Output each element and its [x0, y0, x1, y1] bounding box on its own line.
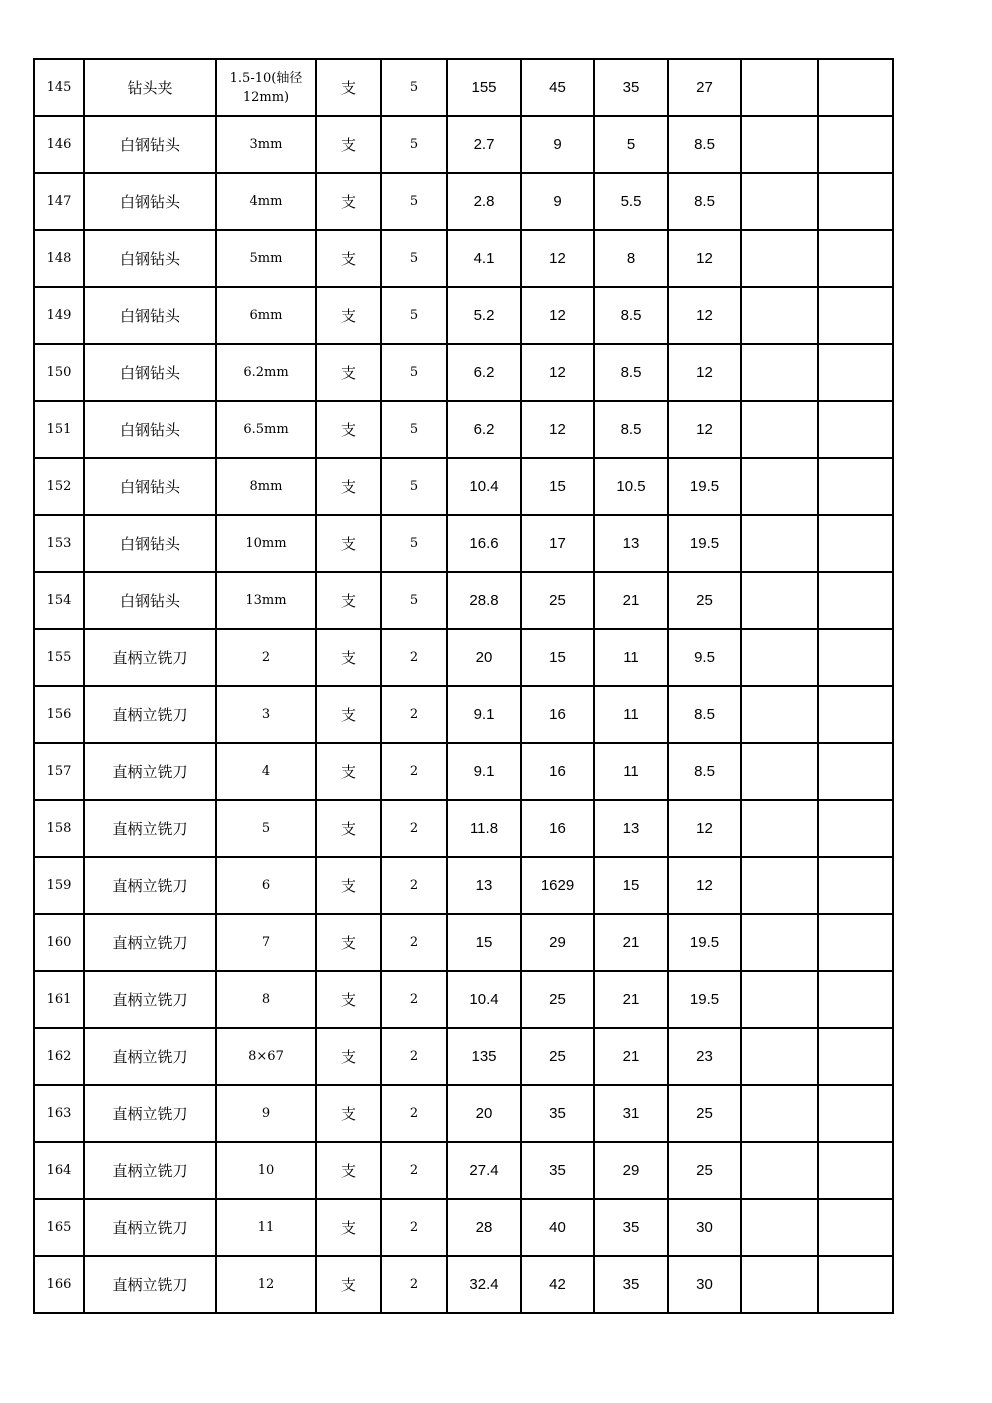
- cell-empty: [818, 344, 893, 401]
- cell-item-number: 152: [34, 458, 84, 515]
- cell-empty: [818, 572, 893, 629]
- cell-value-2: 35: [521, 1085, 594, 1142]
- cell-empty: [818, 59, 893, 116]
- cell-value-2: 45: [521, 59, 594, 116]
- cell-empty: [741, 344, 818, 401]
- cell-value-3: 8: [594, 230, 668, 287]
- table-row: [34, 629, 893, 686]
- cell-item-name: 白钢钻头: [84, 116, 216, 173]
- cell-specification: 4: [216, 743, 316, 800]
- cell-empty: [741, 743, 818, 800]
- cell-value-4: 8.5: [668, 173, 741, 230]
- cell-unit: 支: [316, 1085, 381, 1142]
- table-row: [34, 515, 893, 572]
- table-row: [34, 914, 893, 971]
- cell-unit: 支: [316, 458, 381, 515]
- cell-value-3: 35: [594, 59, 668, 116]
- table-row: [34, 743, 893, 800]
- cell-unit: 支: [316, 344, 381, 401]
- cell-item-name: 白钢钻头: [84, 344, 216, 401]
- cell-value-2: 15: [521, 458, 594, 515]
- cell-value-2: 35: [521, 1142, 594, 1199]
- table-row: [34, 971, 893, 1028]
- cell-empty: [741, 1256, 818, 1313]
- cell-item-name: 直柄立铣刀: [84, 914, 216, 971]
- table-row: [34, 1142, 893, 1199]
- cell-item-number: 153: [34, 515, 84, 572]
- table-row: [34, 173, 893, 230]
- cell-value-1: 28.8: [447, 572, 521, 629]
- cell-item-number: 162: [34, 1028, 84, 1085]
- cell-value-2: 16: [521, 686, 594, 743]
- cell-value-2: 29: [521, 914, 594, 971]
- table-row: [34, 1256, 893, 1313]
- cell-empty: [741, 116, 818, 173]
- cell-quantity: 5: [381, 173, 447, 230]
- cell-value-3: 21: [594, 572, 668, 629]
- cell-quantity: 5: [381, 116, 447, 173]
- cell-item-number: 160: [34, 914, 84, 971]
- cell-value-1: 15: [447, 914, 521, 971]
- cell-item-name: 白钢钻头: [84, 572, 216, 629]
- cell-empty: [818, 686, 893, 743]
- cell-unit: 支: [316, 686, 381, 743]
- cell-quantity: 5: [381, 458, 447, 515]
- cell-unit: 支: [316, 116, 381, 173]
- cell-value-3: 5.5: [594, 173, 668, 230]
- cell-empty: [741, 1199, 818, 1256]
- cell-empty: [741, 458, 818, 515]
- cell-item-number: 158: [34, 800, 84, 857]
- cell-value-2: 42: [521, 1256, 594, 1313]
- cell-empty: [741, 287, 818, 344]
- cell-item-name: 直柄立铣刀: [84, 686, 216, 743]
- cell-value-3: 13: [594, 515, 668, 572]
- cell-item-number: 147: [34, 173, 84, 230]
- cell-item-name: 白钢钻头: [84, 401, 216, 458]
- cell-item-name: 直柄立铣刀: [84, 857, 216, 914]
- cell-specification: 5: [216, 800, 316, 857]
- cell-value-1: 5.2: [447, 287, 521, 344]
- cell-item-name: 白钢钻头: [84, 173, 216, 230]
- cell-unit: 支: [316, 59, 381, 116]
- cell-unit: 支: [316, 287, 381, 344]
- cell-empty: [818, 629, 893, 686]
- cell-value-1: 20: [447, 629, 521, 686]
- cell-empty: [741, 59, 818, 116]
- cell-item-number: 165: [34, 1199, 84, 1256]
- cell-quantity: 5: [381, 287, 447, 344]
- cell-specification: 6mm: [216, 287, 316, 344]
- cell-value-2: 16: [521, 743, 594, 800]
- cell-value-1: 11.8: [447, 800, 521, 857]
- price-table: [33, 58, 894, 1314]
- cell-value-3: 8.5: [594, 401, 668, 458]
- table-row: [34, 59, 893, 116]
- cell-empty: [818, 800, 893, 857]
- cell-value-2: 16: [521, 800, 594, 857]
- cell-value-1: 9.1: [447, 686, 521, 743]
- cell-item-number: 145: [34, 59, 84, 116]
- cell-specification: 10mm: [216, 515, 316, 572]
- table-row: [34, 800, 893, 857]
- cell-empty: [818, 1028, 893, 1085]
- cell-value-3: 15: [594, 857, 668, 914]
- cell-value-3: 11: [594, 743, 668, 800]
- cell-value-4: 25: [668, 572, 741, 629]
- cell-unit: 支: [316, 743, 381, 800]
- cell-unit: 支: [316, 800, 381, 857]
- cell-value-2: 12: [521, 344, 594, 401]
- cell-empty: [818, 743, 893, 800]
- cell-value-1: 20: [447, 1085, 521, 1142]
- cell-empty: [741, 914, 818, 971]
- cell-value-1: 28: [447, 1199, 521, 1256]
- cell-value-3: 5: [594, 116, 668, 173]
- cell-value-3: 35: [594, 1256, 668, 1313]
- cell-quantity: 2: [381, 1256, 447, 1313]
- cell-specification: 13mm: [216, 572, 316, 629]
- cell-value-4: 25: [668, 1142, 741, 1199]
- cell-quantity: 5: [381, 59, 447, 116]
- cell-specification: 3: [216, 686, 316, 743]
- cell-empty: [818, 116, 893, 173]
- cell-empty: [818, 1142, 893, 1199]
- cell-quantity: 2: [381, 1199, 447, 1256]
- cell-value-3: 29: [594, 1142, 668, 1199]
- cell-empty: [741, 572, 818, 629]
- cell-empty: [818, 458, 893, 515]
- cell-specification: 3mm: [216, 116, 316, 173]
- cell-item-number: 166: [34, 1256, 84, 1313]
- cell-unit: 支: [316, 1256, 381, 1313]
- cell-value-2: 15: [521, 629, 594, 686]
- cell-value-4: 12: [668, 287, 741, 344]
- cell-empty: [741, 230, 818, 287]
- cell-value-4: 12: [668, 230, 741, 287]
- cell-item-number: 149: [34, 287, 84, 344]
- cell-item-name: 直柄立铣刀: [84, 1256, 216, 1313]
- cell-unit: 支: [316, 914, 381, 971]
- cell-value-3: 31: [594, 1085, 668, 1142]
- cell-quantity: 5: [381, 572, 447, 629]
- table-row: [34, 458, 893, 515]
- cell-value-3: 13: [594, 800, 668, 857]
- cell-value-4: 30: [668, 1256, 741, 1313]
- cell-value-4: 23: [668, 1028, 741, 1085]
- cell-value-4: 12: [668, 857, 741, 914]
- cell-empty: [741, 686, 818, 743]
- cell-empty: [818, 971, 893, 1028]
- cell-item-name: 直柄立铣刀: [84, 629, 216, 686]
- cell-item-name: 白钢钻头: [84, 230, 216, 287]
- cell-value-2: 40: [521, 1199, 594, 1256]
- table-row: [34, 1085, 893, 1142]
- cell-item-name: 白钢钻头: [84, 458, 216, 515]
- cell-value-4: 8.5: [668, 686, 741, 743]
- table-row: [34, 857, 893, 914]
- cell-specification: 2: [216, 629, 316, 686]
- cell-specification: 11: [216, 1199, 316, 1256]
- cell-value-2: 17: [521, 515, 594, 572]
- cell-value-4: 19.5: [668, 515, 741, 572]
- cell-value-4: 19.5: [668, 914, 741, 971]
- cell-item-name: 直柄立铣刀: [84, 1028, 216, 1085]
- cell-value-2: 1629: [521, 857, 594, 914]
- cell-empty: [818, 1199, 893, 1256]
- cell-quantity: 2: [381, 971, 447, 1028]
- cell-item-name: 直柄立铣刀: [84, 1199, 216, 1256]
- cell-value-4: 8.5: [668, 116, 741, 173]
- cell-specification: 1.5-10(轴径12mm): [216, 59, 316, 116]
- cell-empty: [818, 1085, 893, 1142]
- cell-quantity: 2: [381, 629, 447, 686]
- cell-value-3: 8.5: [594, 287, 668, 344]
- cell-quantity: 2: [381, 914, 447, 971]
- cell-value-3: 21: [594, 914, 668, 971]
- cell-item-name: 白钢钻头: [84, 287, 216, 344]
- cell-specification: 8mm: [216, 458, 316, 515]
- cell-specification: 6.5mm: [216, 401, 316, 458]
- cell-item-number: 159: [34, 857, 84, 914]
- cell-empty: [741, 401, 818, 458]
- cell-value-3: 21: [594, 1028, 668, 1085]
- cell-item-number: 164: [34, 1142, 84, 1199]
- cell-item-name: 钻头夹: [84, 59, 216, 116]
- cell-value-3: 35: [594, 1199, 668, 1256]
- cell-unit: 支: [316, 1142, 381, 1199]
- cell-value-3: 10.5: [594, 458, 668, 515]
- cell-unit: 支: [316, 1199, 381, 1256]
- cell-empty: [818, 914, 893, 971]
- cell-unit: 支: [316, 857, 381, 914]
- cell-quantity: 5: [381, 344, 447, 401]
- cell-unit: 支: [316, 401, 381, 458]
- table-row: [34, 116, 893, 173]
- cell-specification: 8×67: [216, 1028, 316, 1085]
- cell-empty: [741, 1085, 818, 1142]
- cell-item-number: 146: [34, 116, 84, 173]
- cell-value-2: 12: [521, 230, 594, 287]
- cell-item-number: 150: [34, 344, 84, 401]
- cell-value-4: 30: [668, 1199, 741, 1256]
- cell-value-1: 16.6: [447, 515, 521, 572]
- cell-value-1: 10.4: [447, 458, 521, 515]
- cell-empty: [818, 287, 893, 344]
- cell-quantity: 2: [381, 686, 447, 743]
- cell-empty: [818, 857, 893, 914]
- cell-empty: [818, 230, 893, 287]
- cell-value-2: 25: [521, 572, 594, 629]
- cell-empty: [741, 515, 818, 572]
- cell-value-1: 4.1: [447, 230, 521, 287]
- cell-value-3: 8.5: [594, 344, 668, 401]
- cell-specification: 9: [216, 1085, 316, 1142]
- table-body: [34, 59, 893, 1313]
- cell-value-4: 12: [668, 344, 741, 401]
- cell-quantity: 5: [381, 401, 447, 458]
- cell-item-number: 163: [34, 1085, 84, 1142]
- cell-value-1: 6.2: [447, 344, 521, 401]
- cell-value-4: 19.5: [668, 971, 741, 1028]
- cell-quantity: 5: [381, 515, 447, 572]
- cell-value-1: 32.4: [447, 1256, 521, 1313]
- cell-item-name: 直柄立铣刀: [84, 1085, 216, 1142]
- cell-empty: [818, 1256, 893, 1313]
- cell-empty: [818, 173, 893, 230]
- cell-value-4: 12: [668, 401, 741, 458]
- table-row: [34, 572, 893, 629]
- cell-empty: [818, 515, 893, 572]
- cell-item-name: 直柄立铣刀: [84, 743, 216, 800]
- cell-item-number: 161: [34, 971, 84, 1028]
- cell-value-2: 12: [521, 401, 594, 458]
- cell-value-1: 27.4: [447, 1142, 521, 1199]
- cell-item-number: 156: [34, 686, 84, 743]
- cell-quantity: 2: [381, 800, 447, 857]
- cell-empty: [818, 401, 893, 458]
- cell-empty: [741, 971, 818, 1028]
- cell-specification: 12: [216, 1256, 316, 1313]
- cell-unit: 支: [316, 173, 381, 230]
- cell-value-1: 135: [447, 1028, 521, 1085]
- table-row: [34, 344, 893, 401]
- cell-quantity: 2: [381, 743, 447, 800]
- cell-specification: 6.2mm: [216, 344, 316, 401]
- cell-value-1: 10.4: [447, 971, 521, 1028]
- cell-value-2: 9: [521, 173, 594, 230]
- table-row: [34, 401, 893, 458]
- cell-item-name: 直柄立铣刀: [84, 800, 216, 857]
- cell-unit: 支: [316, 971, 381, 1028]
- cell-value-2: 9: [521, 116, 594, 173]
- cell-item-name: 直柄立铣刀: [84, 1142, 216, 1199]
- table-row: [34, 1028, 893, 1085]
- cell-value-1: 13: [447, 857, 521, 914]
- cell-empty: [741, 1142, 818, 1199]
- table-row: [34, 686, 893, 743]
- cell-specification: 10: [216, 1142, 316, 1199]
- table-row: [34, 1199, 893, 1256]
- cell-unit: 支: [316, 230, 381, 287]
- cell-value-2: 12: [521, 287, 594, 344]
- cell-empty: [741, 173, 818, 230]
- cell-value-1: 9.1: [447, 743, 521, 800]
- cell-item-number: 151: [34, 401, 84, 458]
- cell-unit: 支: [316, 1028, 381, 1085]
- cell-item-number: 154: [34, 572, 84, 629]
- cell-value-4: 27: [668, 59, 741, 116]
- table-row: [34, 230, 893, 287]
- cell-quantity: 2: [381, 1085, 447, 1142]
- cell-value-2: 25: [521, 1028, 594, 1085]
- cell-value-3: 11: [594, 686, 668, 743]
- cell-value-2: 25: [521, 971, 594, 1028]
- cell-quantity: 5: [381, 230, 447, 287]
- cell-value-1: 155: [447, 59, 521, 116]
- cell-value-4: 9.5: [668, 629, 741, 686]
- cell-item-number: 148: [34, 230, 84, 287]
- cell-value-4: 25: [668, 1085, 741, 1142]
- cell-empty: [741, 857, 818, 914]
- cell-item-name: 直柄立铣刀: [84, 971, 216, 1028]
- cell-value-3: 11: [594, 629, 668, 686]
- cell-value-1: 2.7: [447, 116, 521, 173]
- cell-value-3: 21: [594, 971, 668, 1028]
- cell-value-4: 12: [668, 800, 741, 857]
- cell-value-4: 19.5: [668, 458, 741, 515]
- cell-quantity: 2: [381, 1142, 447, 1199]
- cell-specification: 5mm: [216, 230, 316, 287]
- cell-unit: 支: [316, 515, 381, 572]
- cell-specification: 7: [216, 914, 316, 971]
- cell-empty: [741, 629, 818, 686]
- cell-specification: 6: [216, 857, 316, 914]
- cell-value-4: 8.5: [668, 743, 741, 800]
- cell-item-number: 155: [34, 629, 84, 686]
- cell-quantity: 2: [381, 1028, 447, 1085]
- table-row: [34, 287, 893, 344]
- cell-empty: [741, 1028, 818, 1085]
- cell-unit: 支: [316, 572, 381, 629]
- cell-specification: 8: [216, 971, 316, 1028]
- cell-specification: 4mm: [216, 173, 316, 230]
- cell-value-1: 2.8: [447, 173, 521, 230]
- cell-item-number: 157: [34, 743, 84, 800]
- cell-unit: 支: [316, 629, 381, 686]
- cell-item-name: 白钢钻头: [84, 515, 216, 572]
- cell-value-1: 6.2: [447, 401, 521, 458]
- cell-quantity: 2: [381, 857, 447, 914]
- cell-empty: [741, 800, 818, 857]
